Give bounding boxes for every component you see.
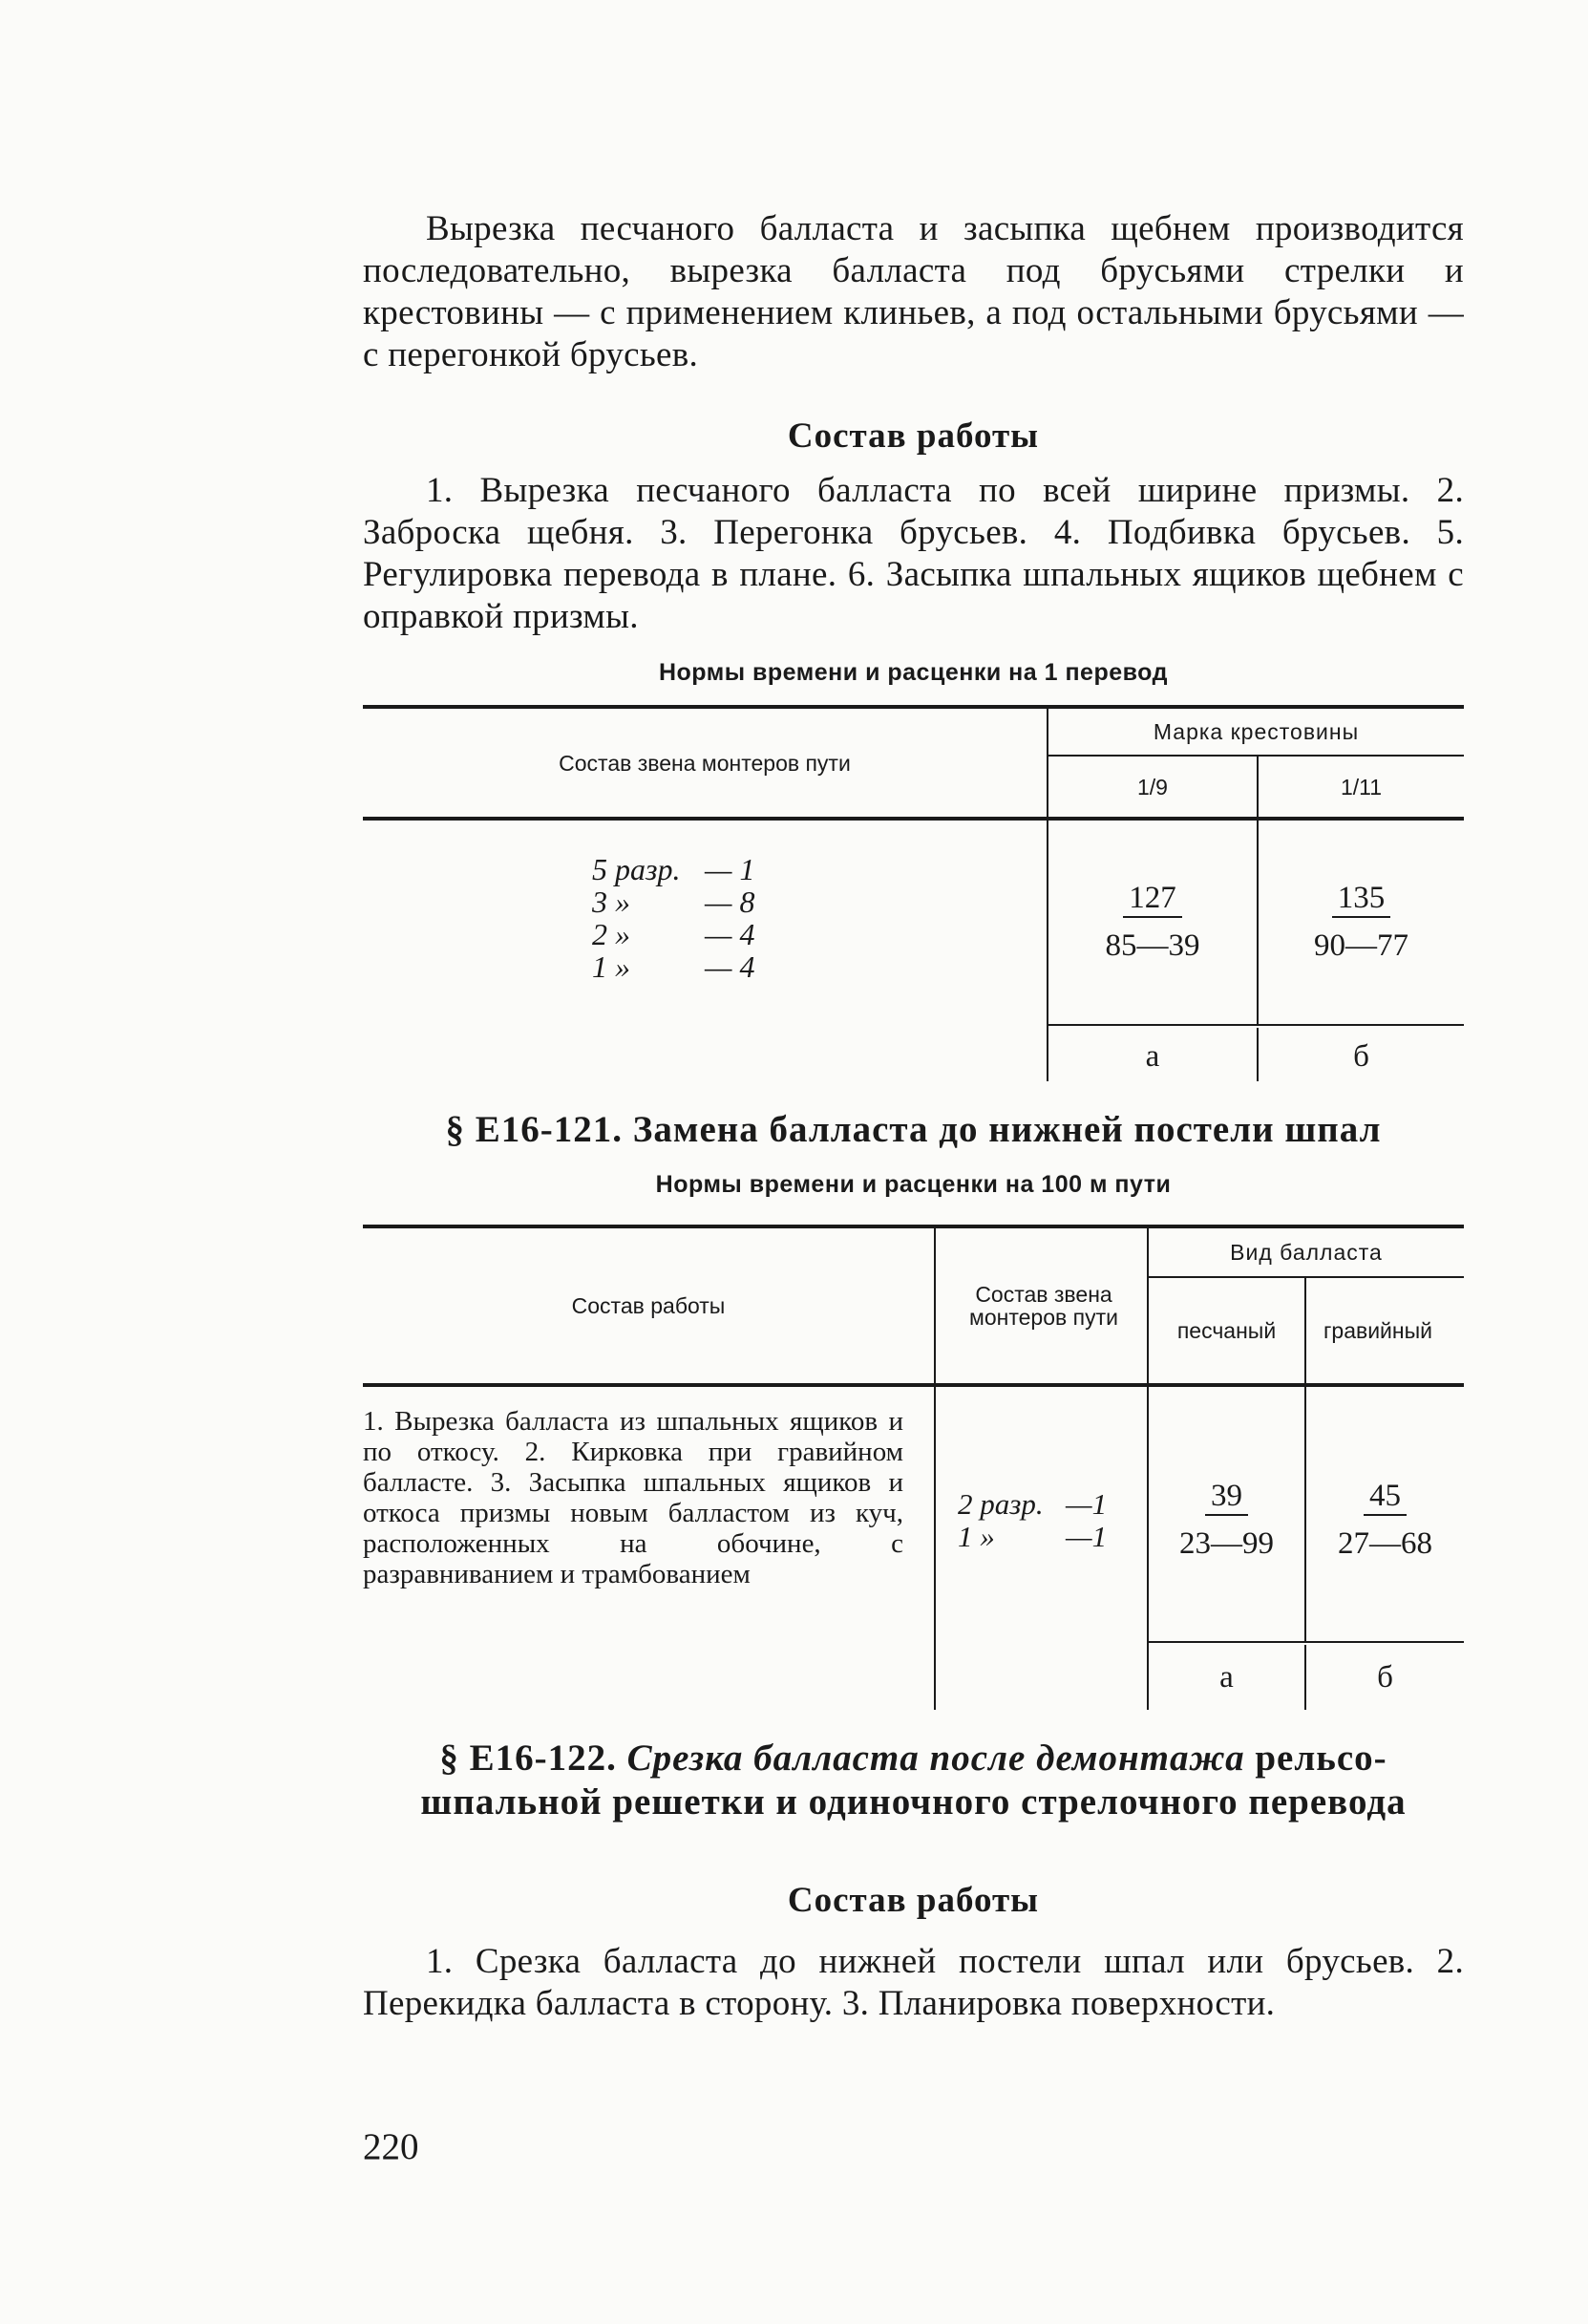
table1-caption: Нормы времени и расценки на 1 перевод	[658, 659, 1168, 686]
table2-work-text: 1. Вырезка балласта из шпальных ящиков и по откосу. 2. Кирковка при гравийном балласте. 3. Засыпка шпальных ящиков и откоса призмы новым балластом из куч, расположенных на обочине, с разравниванием и трамбованием	[363, 1406, 903, 1589]
table2-col-1-header: песчаный	[1176, 1318, 1277, 1343]
crew-row: 5 разр. — 1	[592, 852, 755, 886]
table1-letter-a: а	[1145, 1039, 1160, 1074]
section-122-title: § Е16-122. Срезка балласта после демонтажа рельсо-шпальной решетки и одиночного стрелочного перевода	[420, 1738, 1407, 1823]
crew-row: 2 » — 4	[592, 917, 755, 951]
table2-letter-b: б	[1377, 1660, 1393, 1695]
table1-col-2-header: 1/11	[1340, 774, 1383, 800]
table1-crew-list	[592, 853, 754, 983]
table1-group-header: Марка крестовины	[1153, 719, 1360, 744]
work-composition-paragraph-2: 1. Срезка балласта до нижней постели шпал или брусьев. 2. Перекидка балласта в сторону. 3. Планировка поверхности.	[363, 1942, 1464, 2023]
crew-row: 1 » — 4	[592, 949, 755, 984]
section-121-caption: Нормы времени и расценки на 100 м пути	[655, 1171, 1172, 1198]
work-composition-heading: Состав работы	[787, 416, 1040, 456]
crew-row: 3 » — 8	[592, 885, 755, 919]
table2-work-header: Состав работы	[571, 1293, 726, 1318]
crew-row: 2 разр. —1	[958, 1487, 1108, 1521]
table2-value-1: $\frac{39}{23—99}$	[1179, 1478, 1274, 1561]
table1-value-2: $\frac{135}{90—77}$	[1314, 881, 1408, 963]
table1-crew-header: Состав звена монтеров пути	[559, 750, 851, 776]
intro-paragraph: Вырезка песчаного балласта и засыпка щебнем производится последовательно, вырезка балласта под брусьями стрелки и крестовины — с применением клиньев, а под остальными брусьями — с перегонкой брусьев.	[363, 209, 1464, 374]
section-121-title: § Е16-121. Замена балласта до нижней постели шпал	[445, 1109, 1382, 1150]
work-composition-heading-2: Состав работы	[787, 1881, 1040, 1920]
table2-col-2-header: гравийный	[1323, 1318, 1432, 1343]
table2-crew-list	[958, 1488, 1107, 1553]
page-number: 220	[363, 2126, 419, 2167]
table1-letter-b: б	[1353, 1039, 1369, 1074]
crew-row: 1 » —1	[958, 1520, 1108, 1553]
table2-group-header: Вид балласта	[1230, 1240, 1383, 1265]
table2-letter-a: а	[1219, 1660, 1234, 1695]
table2-value-2: $\frac{45}{27—68}$	[1338, 1478, 1432, 1561]
table2-crew-header: Состав звена монтеров пути	[969, 1282, 1118, 1330]
table1-value-1: $\frac{127}{85—39}$	[1105, 881, 1200, 963]
table1-col-1-header: 1/9	[1137, 774, 1168, 800]
work-composition-paragraph: 1. Вырезка песчаного балласта по всей ширине призмы. 2. Заброска щебня. 3. Перегонка брусьев. 4. Подбивка брусьев. 5. Регулировка перевода в плане. 6. Засыпка шпальных ящиков щебнем с оправкой призмы.	[363, 471, 1464, 636]
